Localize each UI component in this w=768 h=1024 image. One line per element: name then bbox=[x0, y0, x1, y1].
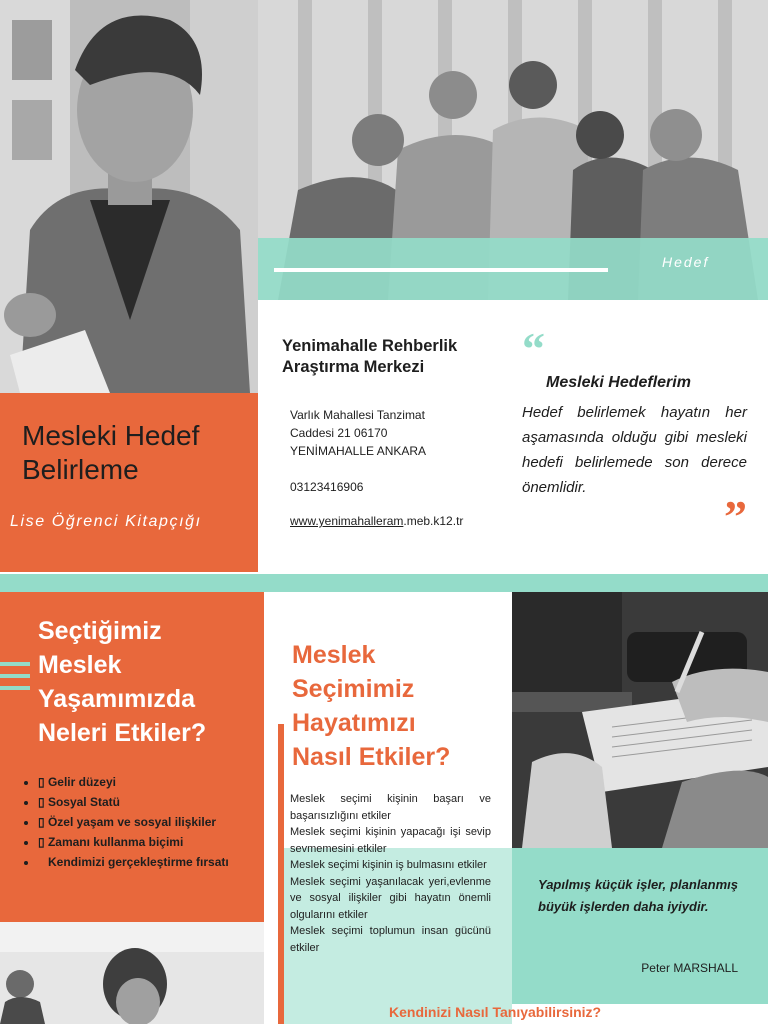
section2-heading-line2: Seçimimiz bbox=[292, 675, 415, 703]
list-item-text: Kendimizi gerçekleştirme fırsatı bbox=[48, 855, 229, 869]
section1-heading bbox=[38, 614, 258, 750]
address bbox=[290, 406, 512, 460]
students-class-photo bbox=[0, 922, 264, 1024]
section1-heading-line2: Meslek bbox=[38, 651, 122, 679]
section1-heading-line3: Yaşamımızda bbox=[38, 685, 196, 713]
banner-line bbox=[274, 268, 608, 272]
list-item: • ▯ Sosyal Statü bbox=[38, 792, 278, 812]
org-name bbox=[282, 336, 512, 378]
org-name-line1: Yenimahalle Rehberlik bbox=[282, 337, 458, 355]
quote-open-icon: “ bbox=[522, 323, 545, 374]
banner-label: Hedef bbox=[662, 254, 710, 270]
website-link[interactable]: www.yenimahalleram bbox=[290, 514, 404, 528]
quote-title: Mesleki Hedeflerim bbox=[546, 374, 691, 391]
section2-heading-line1: Meslek bbox=[292, 641, 376, 669]
section2-heading-line3: Hayatımızı bbox=[292, 709, 416, 737]
quote2-panel bbox=[512, 848, 768, 1004]
cover-subtitle: Lise Öğrenci Kitapçığı bbox=[10, 513, 202, 530]
section2-paragraph: Meslek seçimi kişinin iş bulmasını etkiler bbox=[290, 859, 487, 871]
quote-text: Hedef belirlemek hayatın her aşamasında olduğu gibi mesleki hedefi belirlemede son derece önemlidir. bbox=[522, 404, 747, 496]
section1-heading-line1: Seçtiğimiz bbox=[38, 617, 162, 645]
website bbox=[290, 514, 512, 528]
list-item bbox=[38, 852, 278, 872]
org-name-line2: Araştırma Merkezi bbox=[282, 358, 425, 376]
divider-strip bbox=[0, 574, 768, 592]
section1-heading-line4: Neleri Etkiler? bbox=[38, 719, 207, 747]
section1-panel bbox=[0, 592, 264, 922]
phone-number: 03123416906 bbox=[290, 480, 364, 494]
section2-paragraph: Meslek seçimi yaşanılacak yeri,evlenme ve sosyal ilişkiler gibi hayatın önemli olgularını etkiler bbox=[290, 875, 491, 921]
student-reading-photo bbox=[0, 0, 258, 393]
list-item: • ▯ Özel yaşam ve sosyal ilişkiler bbox=[38, 812, 278, 832]
cover-title-line2: Belirleme bbox=[22, 454, 139, 485]
section2-paragraph: Meslek seçimi kişinin başarı ve başarısızlığını etkiler bbox=[290, 793, 491, 822]
hedef-banner bbox=[258, 238, 768, 300]
section2-heading-line4: Nasıl Etkiler? bbox=[292, 743, 451, 771]
quote2-text: Yapılmış küçük işler, planlanmış büyük işlerden daha iyiydir. bbox=[538, 877, 738, 914]
deco-line-1 bbox=[0, 662, 30, 666]
cover-title bbox=[22, 419, 252, 487]
section2-heading bbox=[292, 638, 512, 774]
section2-paragraph: Meslek seçimi toplumun insan gücünü etkiler bbox=[290, 925, 491, 954]
writing-photo bbox=[512, 592, 768, 848]
bottom-heading: Kendinizi Nasıl Tanıyabilirsiniz? bbox=[389, 1004, 602, 1020]
section1-bullets bbox=[0, 772, 278, 872]
address-line2: Caddesi 21 06170 bbox=[290, 426, 388, 440]
deco-line-3 bbox=[0, 686, 30, 690]
website-domain: .meb.k12.tr bbox=[403, 514, 464, 528]
title-block bbox=[0, 393, 258, 572]
deco-line-2 bbox=[0, 674, 30, 678]
cover-title-line1: Mesleki Hedef bbox=[22, 420, 200, 451]
address-line1: Varlık Mahallesi Tanzimat bbox=[290, 408, 425, 422]
list-item: • ▯ Gelir düzeyi bbox=[38, 772, 278, 792]
contact-block bbox=[282, 336, 512, 528]
list-item: • ▯ Zamanı kullanma biçimi bbox=[38, 832, 278, 852]
quote2-author: Peter MARSHALL bbox=[641, 961, 738, 975]
quote-close-icon: ” bbox=[724, 491, 747, 542]
section2-body bbox=[290, 791, 491, 956]
address-line3: YENİMAHALLE ANKARA bbox=[290, 444, 427, 458]
section2-paragraph: Meslek seçimi kişinin yapacağı işi sevip sevmemesini etkiler bbox=[290, 826, 491, 855]
